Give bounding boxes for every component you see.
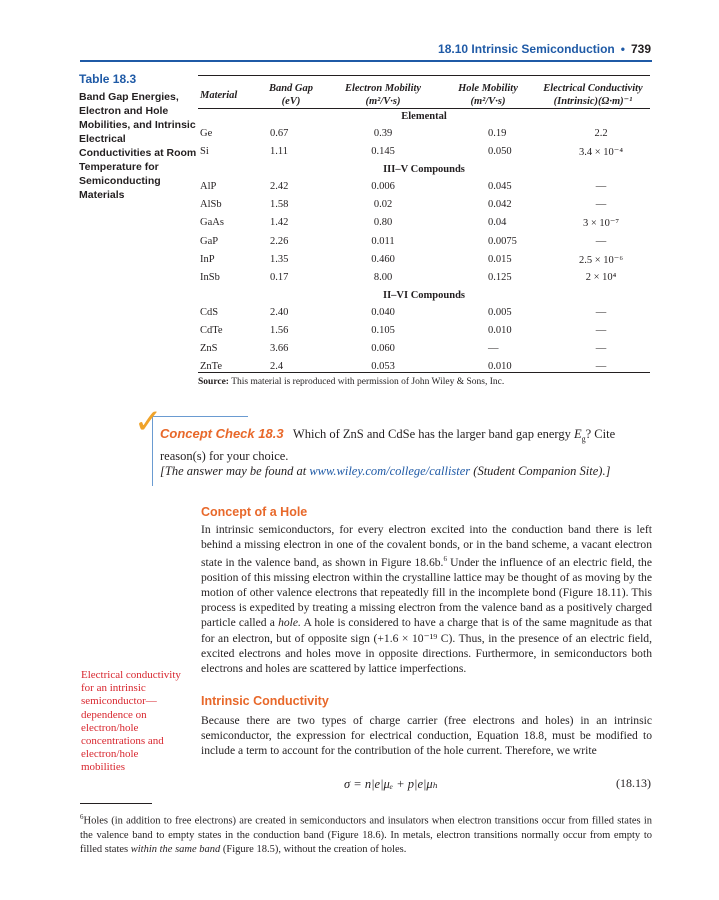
table-cell-hole-mobility: 0.010 <box>488 361 512 373</box>
table-cell-electron-mobility: 0.460 <box>371 253 395 265</box>
paragraph-concept-of-hole: In intrinsic semiconductors, for every electron excited into the conduction band there is left behind a missing electron in one of the covalent bonds, or in the band scheme, a vacant electron state in the valence band, as shown in Figure 18.6b.$^6$ Under the influence of an electric field, the position of this missing electron within the crystalline lattice may be thought of as moving by the motion of other valence electrons that repeatedly fill in the incomplete bond (Figure 18.11). This process is expedited by treating a missing electron from the valence band as a positively charged particle called a hole. A hole is considered to have a charge that is of the same magnitude as that for an electron, but of opposite sign (+1.6 × 10⁻¹⁹ C). Thus, in the presence of an electric field, excited electrons and holes move in opposite directions. Furthermore, in semiconductors both electrons and holes are scattered by lattice imperfections. <box>201 523 653 675</box>
col-header-hole-mobility: Hole Mobility (m²/V·s) <box>458 83 518 107</box>
table-cell-electron-mobility: 0.011 <box>371 235 395 247</box>
table-cell-material: AlSb <box>200 199 222 211</box>
page-number: 739 <box>630 42 651 56</box>
table-cell-hole-mobility: 0.005 <box>488 306 512 318</box>
table-source: Source: This material is reproduced with permission of John Wiley & Sons, Inc. <box>198 377 505 387</box>
checkmark-icon: ✓ <box>134 402 163 442</box>
table-cell-material: ZnTe <box>200 361 223 373</box>
table-cell-material: InP <box>200 253 215 265</box>
table-cell-conductivity: — <box>595 181 607 193</box>
table-cell-conductivity: — <box>595 235 607 247</box>
heading-concept-of-hole: Concept of a Hole <box>201 505 308 519</box>
col-header-band-gap: Band Gap (eV) <box>268 83 314 107</box>
table-cell-hole-mobility: 0.015 <box>488 253 512 265</box>
table-cell-electron-mobility: 0.80 <box>373 217 393 229</box>
table-cell-conductivity: 2.2 <box>594 128 608 139</box>
table-cell-hole-mobility: 0.125 <box>488 271 512 283</box>
table-cell-band-gap: 2.40 <box>270 306 289 318</box>
table-cell-conductivity: 2 × 10⁴ <box>585 271 617 283</box>
table-cell-hole-mobility: 0.010 <box>488 324 512 336</box>
table-cell-band-gap: 0.67 <box>270 128 289 139</box>
table-cell-hole-mobility: 0.0075 <box>488 235 517 247</box>
table-cell-electron-mobility: 0.145 <box>371 146 395 158</box>
table-cell-band-gap: 1.56 <box>270 324 289 336</box>
concept-check-answer: [The answer may be found at www.wiley.com/college/callister (Student Companion Site).] <box>160 464 611 478</box>
table-cell-material: CdS <box>200 306 219 318</box>
table-group-heading: II–VI Compounds <box>383 289 465 301</box>
header-separator: • <box>620 42 625 56</box>
table-cell-material: GaP <box>200 235 219 247</box>
concept-check-label: Concept Check 18.3 <box>160 426 284 441</box>
table-cell-electron-mobility: 0.105 <box>371 324 395 336</box>
table-group-heading: III–V Compounds <box>383 164 465 176</box>
equation: σ = n|e|μₑ + p|e|μₕ <box>344 777 439 791</box>
companion-site-link[interactable]: www.wiley.com/college/callister <box>309 464 471 478</box>
table-cell-electron-mobility: 0.39 <box>373 128 393 139</box>
heading-intrinsic-conductivity: Intrinsic Conductivity <box>201 694 329 708</box>
concept-check-rule <box>152 416 248 417</box>
table-cell-conductivity: — <box>595 306 607 318</box>
running-head <box>438 42 651 56</box>
equation-number: (18.13) <box>616 776 651 790</box>
table-caption: Band Gap Energies, Electron and Hole Mobilities, and Intrinsic Electrical Conductivities at Room Temperature for Semiconducting Materials <box>79 91 197 201</box>
table-cell-band-gap: 0.17 <box>270 271 289 283</box>
table-cell-material: ZnS <box>200 343 218 354</box>
table-group-heading: Elemental <box>401 111 447 122</box>
table-cell-band-gap: 1.11 <box>270 146 288 158</box>
table-cell-conductivity: 3 × 10⁻⁷ <box>582 218 620 230</box>
table-cell-band-gap: 3.66 <box>270 343 289 354</box>
table-cell-hole-mobility: 0.19 <box>488 128 507 139</box>
table-cell-material: GaAs <box>200 217 224 229</box>
table-cell-electron-mobility: 0.006 <box>371 181 395 193</box>
footnote-rule <box>80 803 152 804</box>
table-cell-material: Ge <box>200 128 213 139</box>
section-title: 18.10 Intrinsic Semiconduction <box>438 42 615 56</box>
table-cell-electron-mobility: 0.060 <box>371 343 395 354</box>
col-header-electron-mobility: Electron Mobility (m²/V·s) <box>344 83 422 107</box>
table-cell-material: Si <box>200 146 209 158</box>
table-cell-hole-mobility: 0.045 <box>488 181 512 193</box>
footnote: $^6$Holes (in addition to free electrons) are created in semiconductors and insulators when electron transitions occur from filled states in the valence band to empty states in the conduction band (Figure 18.6). In metals, electron transitions normally occur from empty to filled states within the same band (Figure 18.5), without the creation of holes. <box>80 813 652 855</box>
table-cell-conductivity: 2.5 × 10⁻⁶ <box>579 254 623 266</box>
table-cell-band-gap: 1.35 <box>270 253 289 265</box>
table-cell-material: AlP <box>200 181 217 193</box>
table-number: Table 18.3 <box>79 72 137 86</box>
table-cell-conductivity: — <box>595 343 607 354</box>
table-cell-electron-mobility: 0.02 <box>373 199 393 211</box>
header-rule <box>80 60 652 62</box>
table-cell-electron-mobility: 0.040 <box>371 306 395 318</box>
table-cell-hole-mobility: — <box>488 343 499 354</box>
table-cell-band-gap: 2.26 <box>270 235 289 247</box>
col-header-material: Material <box>200 90 238 101</box>
table-cell-hole-mobility: 0.04 <box>488 217 507 229</box>
table-cell-hole-mobility: 0.050 <box>488 146 512 158</box>
table-cell-band-gap: 2.4 <box>270 361 284 373</box>
table-cell-conductivity: — <box>595 199 607 211</box>
margin-note: Electrical conductivity for an intrinsic semiconductor—dependence on electron/hole concentrations and electron/hole mobilities <box>81 669 181 774</box>
table-cell-conductivity: — <box>595 324 607 336</box>
col-header-conductivity: Electrical Conductivity (Intrinsic)(Ω·m)⁻¹ <box>543 83 643 107</box>
paragraph-intrinsic-conductivity: Because there are two types of charge carrier (free electrons and holes) in an intrinsic semiconductor, the expression for electrical conduction, Equation 18.8, must be modified to include a term to account for the contribution of the hole current. Therefore, we write <box>201 714 652 758</box>
table-cell-conductivity: 3.4 × 10⁻⁴ <box>579 147 623 159</box>
table-cell-electron-mobility: 0.053 <box>371 361 395 373</box>
table-cell-conductivity: — <box>595 361 607 373</box>
concept-check-question: Concept Check 18.3 Which of ZnS and CdSe has the larger band gap energy $E_g$? Cite reason(s) for your choice. <box>160 426 616 463</box>
table-cell-band-gap: 2.42 <box>270 181 289 193</box>
table-cell-electron-mobility: 8.00 <box>373 271 393 283</box>
table-cell-band-gap: 1.58 <box>270 199 289 211</box>
table-cell-hole-mobility: 0.042 <box>488 199 512 211</box>
table-cell-material: CdTe <box>200 324 223 336</box>
table-cell-material: InSb <box>200 271 220 283</box>
table-cell-band-gap: 1.42 <box>270 217 289 229</box>
